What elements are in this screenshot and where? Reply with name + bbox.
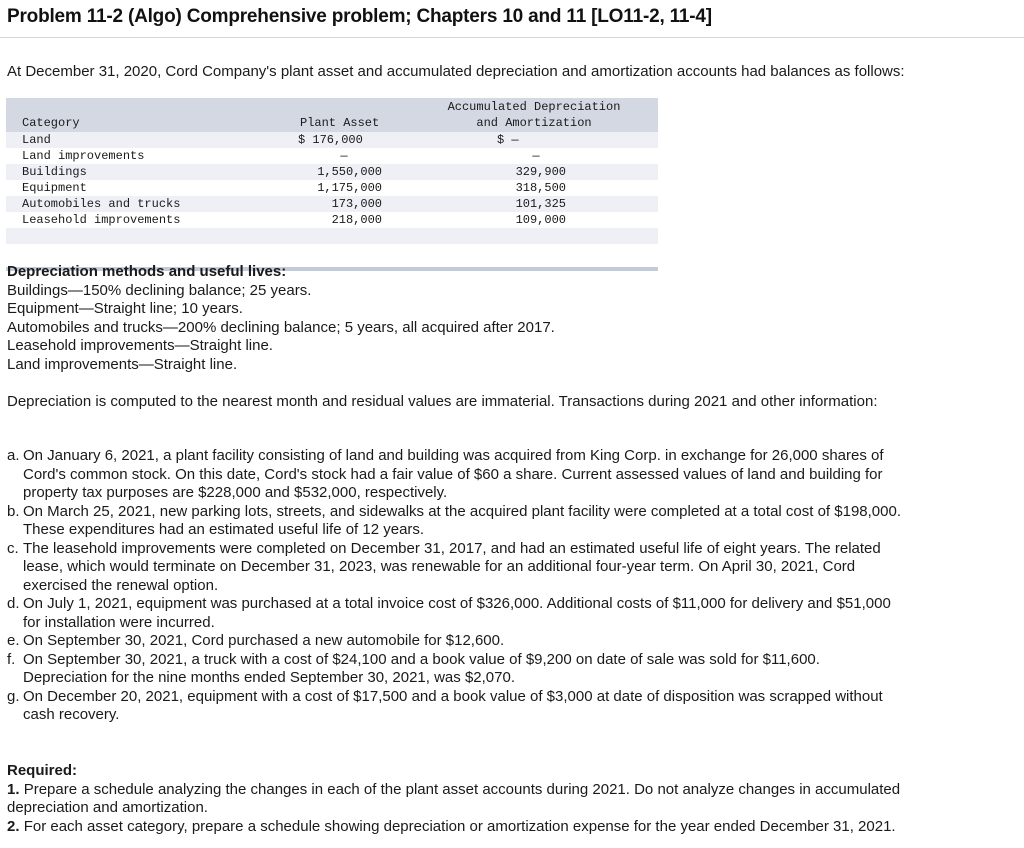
list-item	[7, 632, 1007, 651]
methods-line: Land improvements—Straight line.	[7, 355, 238, 373]
table-row-accum: 318,500	[515, 181, 566, 195]
item-line: On January 6, 2021, a plant facility consisting of land and building was acquired from King Corp. in exchange for 26,000 shares of	[23, 447, 884, 464]
list-item	[7, 540, 1007, 596]
table-row-accum: $ —	[497, 133, 519, 147]
methods-section	[7, 263, 555, 374]
item-line: cash recovery.	[23, 706, 120, 723]
methods-heading: Depreciation methods and useful lives:	[7, 263, 287, 280]
header-plant-asset: Plant Asset	[300, 116, 380, 130]
required-line: depreciation and amortization.	[7, 799, 208, 816]
header-category: Category	[22, 116, 80, 130]
required-line: For each asset category, prepare a schedule showing depreciation or amortization expense for the year ended December 31, 2021.	[23, 817, 896, 835]
item-line: On December 20, 2021, equipment with a cost of $17,500 and a book value of $3,000 at date of disposition was scrapped without	[23, 687, 883, 705]
table-row-category: Equipment	[22, 181, 87, 195]
table-row-plant-asset: 1,175,000	[317, 181, 382, 195]
table-row-accum: —	[532, 149, 540, 163]
item-line: property tax purposes are $228,000 and $532,000, respectively.	[23, 484, 448, 501]
balances-table	[6, 98, 658, 271]
table-row-accum: 109,000	[515, 213, 566, 227]
item-label: d.	[7, 595, 20, 612]
list-item	[7, 688, 1007, 725]
methods-line: Automobiles and trucks—200% declining balance; 5 years, all acquired after 2017.	[7, 318, 555, 336]
table-row-accum: 329,900	[515, 165, 566, 179]
item-line: Depreciation for the nine months ended September 30, 2021, was $2,070.	[23, 669, 515, 686]
table-row-plant-asset: 218,000	[331, 213, 382, 227]
item-label: a.	[7, 447, 20, 464]
list-item	[7, 447, 1007, 503]
table-row-category: Buildings	[22, 165, 87, 179]
item-line: The leasehold improvements were completed on December 31, 2017, and had an estimated useful life of eight years. The related	[23, 539, 881, 557]
item-line: lease, which would terminate on December 31, 2023, was renewable for an additional four-year term. On April 30, 2021, Cord	[23, 558, 856, 575]
table-row-category: Automobiles and trucks	[22, 197, 181, 211]
page-title: Problem 11-2 (Algo) Comprehensive problem; Chapters 10 and 11 [LO11-2, 11-4]	[7, 6, 712, 27]
item-label: f.	[7, 650, 16, 668]
table-row-plant-asset: 173,000	[331, 197, 382, 211]
required-line: Prepare a schedule analyzing the changes in each of the plant asset accounts during 2021. Do not analyze changes in accumulated	[23, 780, 901, 798]
table-row-category: Leasehold improvements	[22, 213, 181, 227]
table-header	[6, 98, 658, 132]
required-item	[7, 781, 1012, 818]
item-line: These expenditures had an estimated useful life of 12 years.	[23, 521, 425, 538]
methods-line: Buildings—150% declining balance; 25 years.	[7, 281, 312, 299]
item-line: On March 25, 2021, new parking lots, streets, and sidewalks at the acquired plant facility were completed at a total cost of $198,000.	[23, 502, 901, 520]
required-section	[7, 762, 1012, 836]
item-line: On September 30, 2021, a truck with a cost of $24,100 and a book value of $9,200 on date of sale was sold for $11,600.	[23, 650, 820, 668]
methods-line: Equipment—Straight line; 10 years.	[7, 300, 243, 317]
table-row-category: Land improvements	[22, 149, 145, 163]
table-row-accum: 101,325	[515, 197, 566, 211]
list-item	[7, 595, 1007, 632]
transactions-list	[7, 447, 1007, 725]
required-num: 2.	[7, 817, 20, 835]
table-row-plant-asset: 1,550,000	[317, 165, 382, 179]
item-line: Cord's common stock. On this date, Cord's stock had a fair value of $60 a share. Current assessed values of land and building for	[23, 465, 883, 483]
item-label: g.	[7, 687, 20, 705]
computed-note: Depreciation is computed to the nearest month and residual values are immaterial. Transactions during 2021 and other information:	[7, 393, 878, 410]
item-label: c.	[7, 539, 19, 557]
item-line: On September 30, 2021, Cord purchased a new automobile for $12,600.	[23, 632, 505, 649]
item-line: exercised the renewal option.	[23, 576, 219, 594]
table-row-category: Land	[22, 133, 51, 147]
title-divider	[0, 37, 1024, 38]
intro-text: At December 31, 2020, Cord Company's plant asset and accumulated depreciation and amortization accounts had balances as follows:	[7, 63, 905, 80]
table-row-plant-asset: —	[340, 149, 348, 163]
table-row-plant-asset: $ 176,000	[298, 133, 363, 147]
list-item	[7, 503, 1007, 540]
item-label: e.	[7, 632, 20, 649]
item-label: b.	[7, 502, 20, 520]
item-line: for installation were incurred.	[23, 613, 215, 631]
header-accum-line1: Accumulated Depreciation	[447, 100, 621, 114]
item-line: On July 1, 2021, equipment was purchased at a total invoice cost of $326,000. Additional costs of $11,000 for delivery and $51,000	[23, 595, 891, 612]
methods-line: Leasehold improvements—Straight line.	[7, 337, 273, 354]
required-num: 1.	[7, 780, 20, 798]
required-item	[7, 818, 1012, 837]
required-heading: Required:	[7, 762, 78, 779]
list-item	[7, 651, 1007, 688]
header-accum-line2: and Amortization	[476, 116, 592, 130]
table-body	[6, 132, 658, 267]
